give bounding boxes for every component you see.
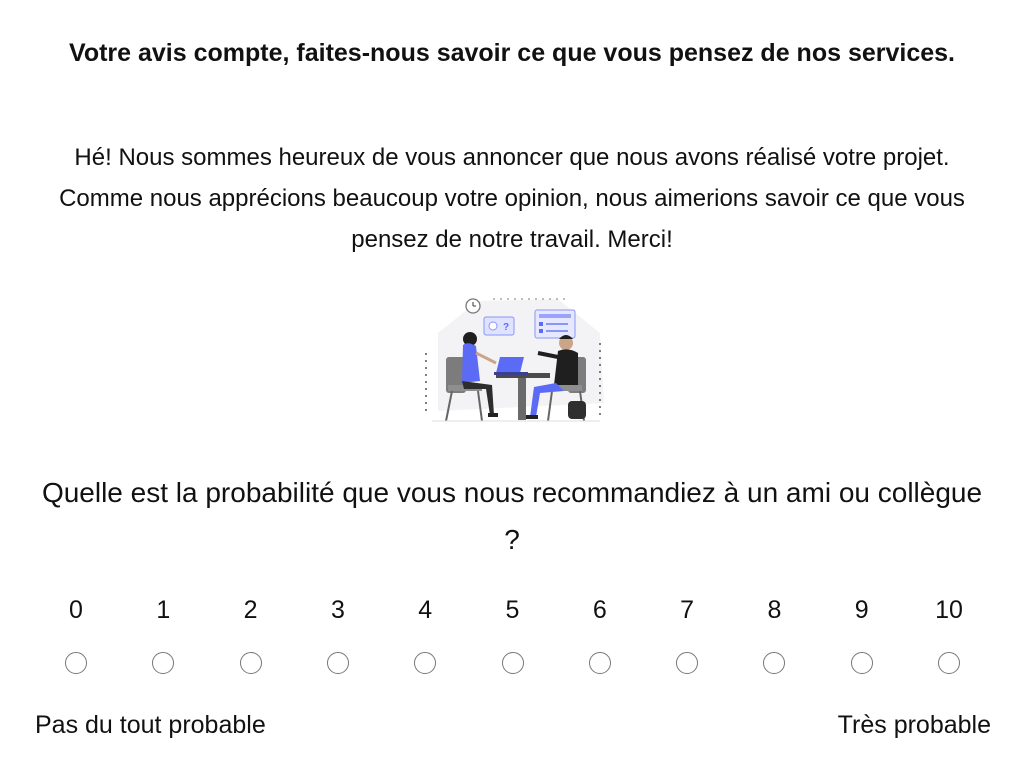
- scale-radio-4[interactable]: [414, 652, 436, 674]
- scale-value-6: 6: [592, 596, 607, 624]
- scale-low-label: Pas du tout probable: [35, 711, 266, 739]
- nps-scale: [0, 590, 1024, 690]
- scale-radio-3[interactable]: [327, 652, 349, 674]
- scale-radio-7[interactable]: [676, 652, 698, 674]
- recommend-question: Quelle est la probabilité que vous nous recommandiez à un ami ou collègue ?: [41, 477, 983, 555]
- scale-radio-1[interactable]: [152, 652, 174, 674]
- svg-text:?: ?: [503, 322, 510, 333]
- scale-radio-5[interactable]: [502, 652, 524, 674]
- scale-value-10: 10: [935, 596, 963, 624]
- scale-value-8: 8: [767, 596, 782, 624]
- scale-value-4: 4: [418, 596, 433, 624]
- scale-radio-2[interactable]: [240, 652, 262, 674]
- scale-radio-10[interactable]: [938, 652, 960, 674]
- scale-value-0: 0: [69, 596, 83, 624]
- survey-intro: Hé! Nous sommes heureux de vous annoncer que nous avons réalisé votre projet. Comme nous apprécions beaucoup votre opinion, nous aimerions savoir ce que vous pensez de notre travail. Merci!: [59, 144, 965, 253]
- scale-value-5: 5: [505, 596, 520, 624]
- scale-radio-8[interactable]: [763, 652, 785, 674]
- scale-value-1: 1: [156, 596, 171, 624]
- survey-title: Votre avis compte, faites-nous savoir ce que vous pensez de nos services.: [69, 39, 955, 67]
- scale-value-2: 2: [243, 596, 258, 624]
- scale-high-label: Très probable: [837, 711, 991, 739]
- scale-value-7: 7: [680, 596, 695, 624]
- scale-radio-6[interactable]: [589, 652, 611, 674]
- scale-value-3: 3: [330, 596, 345, 624]
- scale-radio-9[interactable]: [851, 652, 873, 674]
- scale-value-9: 9: [854, 596, 869, 624]
- meeting-illustration-icon: [418, 293, 608, 425]
- scale-radio-0[interactable]: [65, 652, 87, 674]
